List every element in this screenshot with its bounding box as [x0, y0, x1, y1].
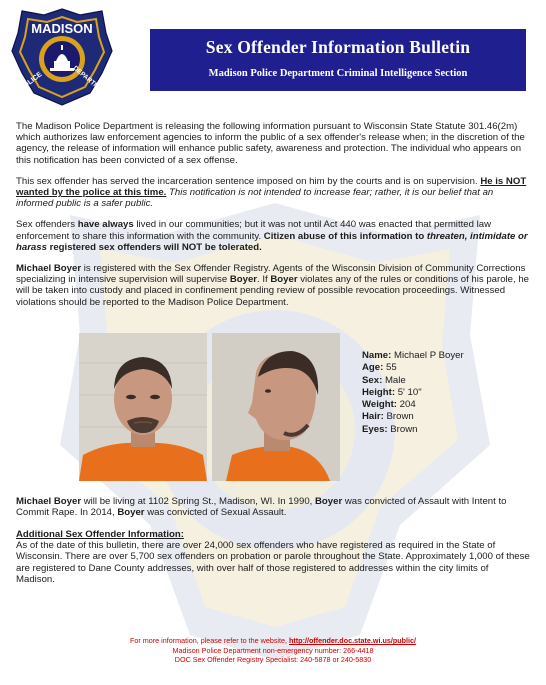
hair-label: Hair: [362, 411, 384, 423]
abuse-warning-italic: threaten, intimidate or harass [16, 230, 528, 253]
registry-text-b: is registered with the Sex Offender Registry. Agents of the Wisconsin Division of Community Corrections specializing in intensive supervision will supervise [16, 263, 526, 286]
contact-footer [0, 636, 546, 665]
intro-paragraph: The Madison Police Department is releasing the following information pursuant to Wisconsin State Statute 301.46(2m) which authorizes law enforcement agencies to inform the public of a sex offender's release when; in the discretion of the agency, the release of information will enhance public safety, awareness and protection. The individual who appears on this notification has been convicted of a sex offense. [16, 121, 525, 166]
height-label: Height: [362, 386, 396, 398]
age-label: Age: [362, 362, 384, 374]
community-text-b: have always [77, 219, 134, 231]
supervision-paragraph [16, 176, 530, 210]
weight-value: 204 [399, 399, 416, 411]
badge-police-text: POLICE [18, 71, 44, 93]
eyes-row [362, 424, 464, 436]
footer-line-3: DOC Sex Offender Registry Specialist: 240-5878 or 240-5830 [174, 655, 372, 665]
footer-line-1 [0, 636, 546, 646]
residence-surname-2: Boyer [117, 507, 145, 519]
eyes-label: Eyes: [362, 423, 388, 435]
additional-info-text: As of the date of this bulletin, there are over 24,000 sex offenders who have registered as required in the State of Wisconsin. There are over 5,700 sex offenders on probation or parole throughout the State. Approximately 1,000 of these are registered to Dane County addresses, with over half of those registered to addresses within the city limits of Madison. [16, 540, 530, 585]
bulletin-subtitle: Madison Police Department Criminal Intelligence Section [208, 68, 468, 79]
offender-surname-ref-2: Boyer [270, 274, 298, 286]
name-label: Name: [362, 350, 392, 361]
footer-website-prefix: For more information, please refer to the website, [130, 636, 289, 645]
residence-text-f: was convicted of Sexual Assault. [144, 507, 287, 519]
abuse-warning-end: registered sex offenders will NOT be tolerated. [46, 241, 262, 253]
bulletin-body [16, 121, 530, 318]
bulletin-title: Sex Offender Information Bulletin [205, 37, 471, 57]
residence-text-b: will be living at 1102 Spring St., Madison, WI. In 1990, [81, 496, 315, 507]
community-text-c: lived in our communities; but it was not until Act 440 was enacted that permitted law enforcement to share this information with the community. [16, 219, 492, 242]
age-value: 55 [386, 362, 397, 374]
name-value: Michael P Boyer [394, 350, 464, 361]
bulletin-banner [150, 29, 526, 91]
age-row [362, 362, 464, 374]
hair-value: Brown [386, 411, 414, 423]
sex-row [362, 375, 464, 387]
residence-surname: Boyer [315, 496, 343, 507]
residence-paragraph [16, 496, 530, 518]
offender-name-ref: Michael Boyer [16, 263, 82, 275]
badge-madison-text: MADISON [31, 21, 93, 36]
height-value: 5' 10" [397, 386, 422, 398]
profile-mugshot [212, 333, 340, 481]
community-text-a: Sex offenders [16, 219, 78, 231]
offender-surname-ref: Boyer [229, 274, 258, 286]
weight-row [362, 399, 464, 411]
registry-paragraph [16, 263, 530, 308]
not-wanted-statement: He is NOT wanted by the police at this time. [16, 175, 527, 199]
residence-name: Michael Boyer [16, 496, 82, 507]
community-paragraph [16, 219, 530, 253]
additional-info-section [16, 529, 530, 585]
registry-text-f: violates any of the rules or conditions of his parole, he will be taken into custody and placed in confinement pending review of possible revocation proceedings. Witnessed violations should be reported to the Madison Police Department. [16, 274, 530, 308]
supervision-lead: This sex offender has served the incarceration sentence imposed on him by the courts and is on supervision. [16, 175, 478, 187]
additional-info-heading: Additional Sex Offender Information: [16, 529, 184, 540]
hair-row [362, 411, 464, 423]
fear-statement: This notification is not intended to increase fear; rather, it is our belief that an informed public is a safer public. [16, 187, 494, 210]
registry-text-d: . If [257, 274, 271, 286]
offender-photos [79, 333, 341, 481]
weight-label: Weight: [362, 399, 397, 411]
badge-department-text: DEPARTMENT [71, 64, 111, 99]
sex-label: Sex: [362, 374, 383, 386]
footer-line-2: Madison Police Department non-emergency number: 266-4418 [172, 645, 374, 655]
name-row [362, 350, 464, 362]
abuse-warning: Citizen abuse of this information to [263, 230, 427, 242]
madison-police-badge-icon [10, 7, 114, 107]
offender-registry-link[interactable]: http://offender.doc.state.wi.us/public/ [289, 636, 416, 645]
eyes-value: Brown [390, 423, 418, 435]
residence-text-d: was convicted of Assault with Intent to Commit Rape. In 2014, [16, 496, 507, 519]
front-mugshot [79, 333, 207, 481]
offender-details [362, 350, 464, 436]
height-row [362, 387, 464, 399]
sex-value: Male [384, 374, 406, 386]
